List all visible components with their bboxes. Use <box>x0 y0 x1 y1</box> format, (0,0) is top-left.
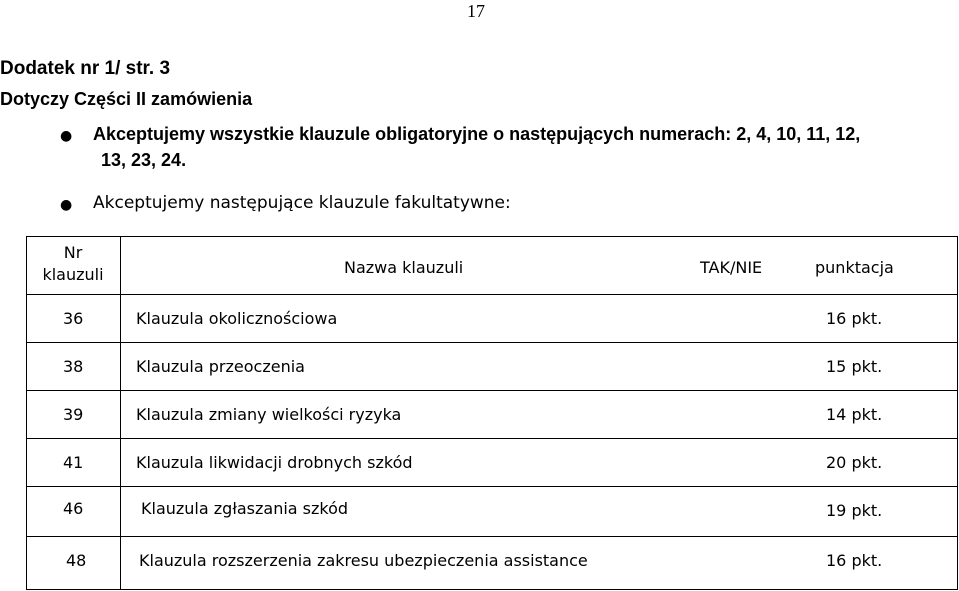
bullet-icon: ● <box>60 197 73 213</box>
page-number: 17 <box>467 1 485 21</box>
table-row-nr: 41 <box>63 453 84 472</box>
table-row-name: Klauzula przeoczenia <box>136 357 305 376</box>
table-row-score: 15 pkt. <box>826 357 883 376</box>
document-heading: Dodatek nr 1/ str. 3 <box>0 58 171 79</box>
table-row-name: Klauzula okolicznościowa <box>136 309 338 328</box>
table-row-nr: 38 <box>63 357 84 376</box>
table-row-nr: 36 <box>63 309 84 328</box>
bullet-obligatory-text: Akceptujemy wszystkie klauzule obligatoryjne o następujących numerach: 2, 4, 10, 11, 12, <box>93 124 861 144</box>
table-row-score: 16 pkt. <box>826 309 883 328</box>
document-subheading: Dotyczy Części II zamówienia <box>0 89 253 109</box>
bullet-optional-text: Akceptujemy następujące klauzule fakultatywne: <box>93 193 511 213</box>
table-row-score: 14 pkt. <box>826 405 883 424</box>
bullet-obligatory-text-continued: 13, 23, 24. <box>101 150 187 170</box>
column-header-nr: Nr klauzuli <box>42 243 104 284</box>
table-row-name: Klauzula likwidacji drobnych szkód <box>136 453 413 472</box>
column-header-yesno: TAK/NIE <box>700 258 763 277</box>
table-row-name: Klauzula rozszerzenia zakresu ubezpieczenia assistance <box>139 551 588 570</box>
table-row-name: Klauzula zmiany wielkości ryzyka <box>136 405 402 424</box>
clauses-table <box>26 236 958 590</box>
table-row-nr: 46 <box>63 499 84 518</box>
column-header-name: Nazwa klauzuli <box>344 258 464 277</box>
table-row-nr: 39 <box>63 405 84 424</box>
table-row-nr: 48 <box>66 551 87 570</box>
column-header-score: punktacja <box>815 258 894 277</box>
bullet-icon: ● <box>60 128 73 144</box>
table-row-score: 20 pkt. <box>826 453 883 472</box>
table-row-name: Klauzula zgłaszania szkód <box>141 499 349 518</box>
table-row-score: 16 pkt. <box>826 551 883 570</box>
table-row-score: 19 pkt. <box>826 501 883 520</box>
